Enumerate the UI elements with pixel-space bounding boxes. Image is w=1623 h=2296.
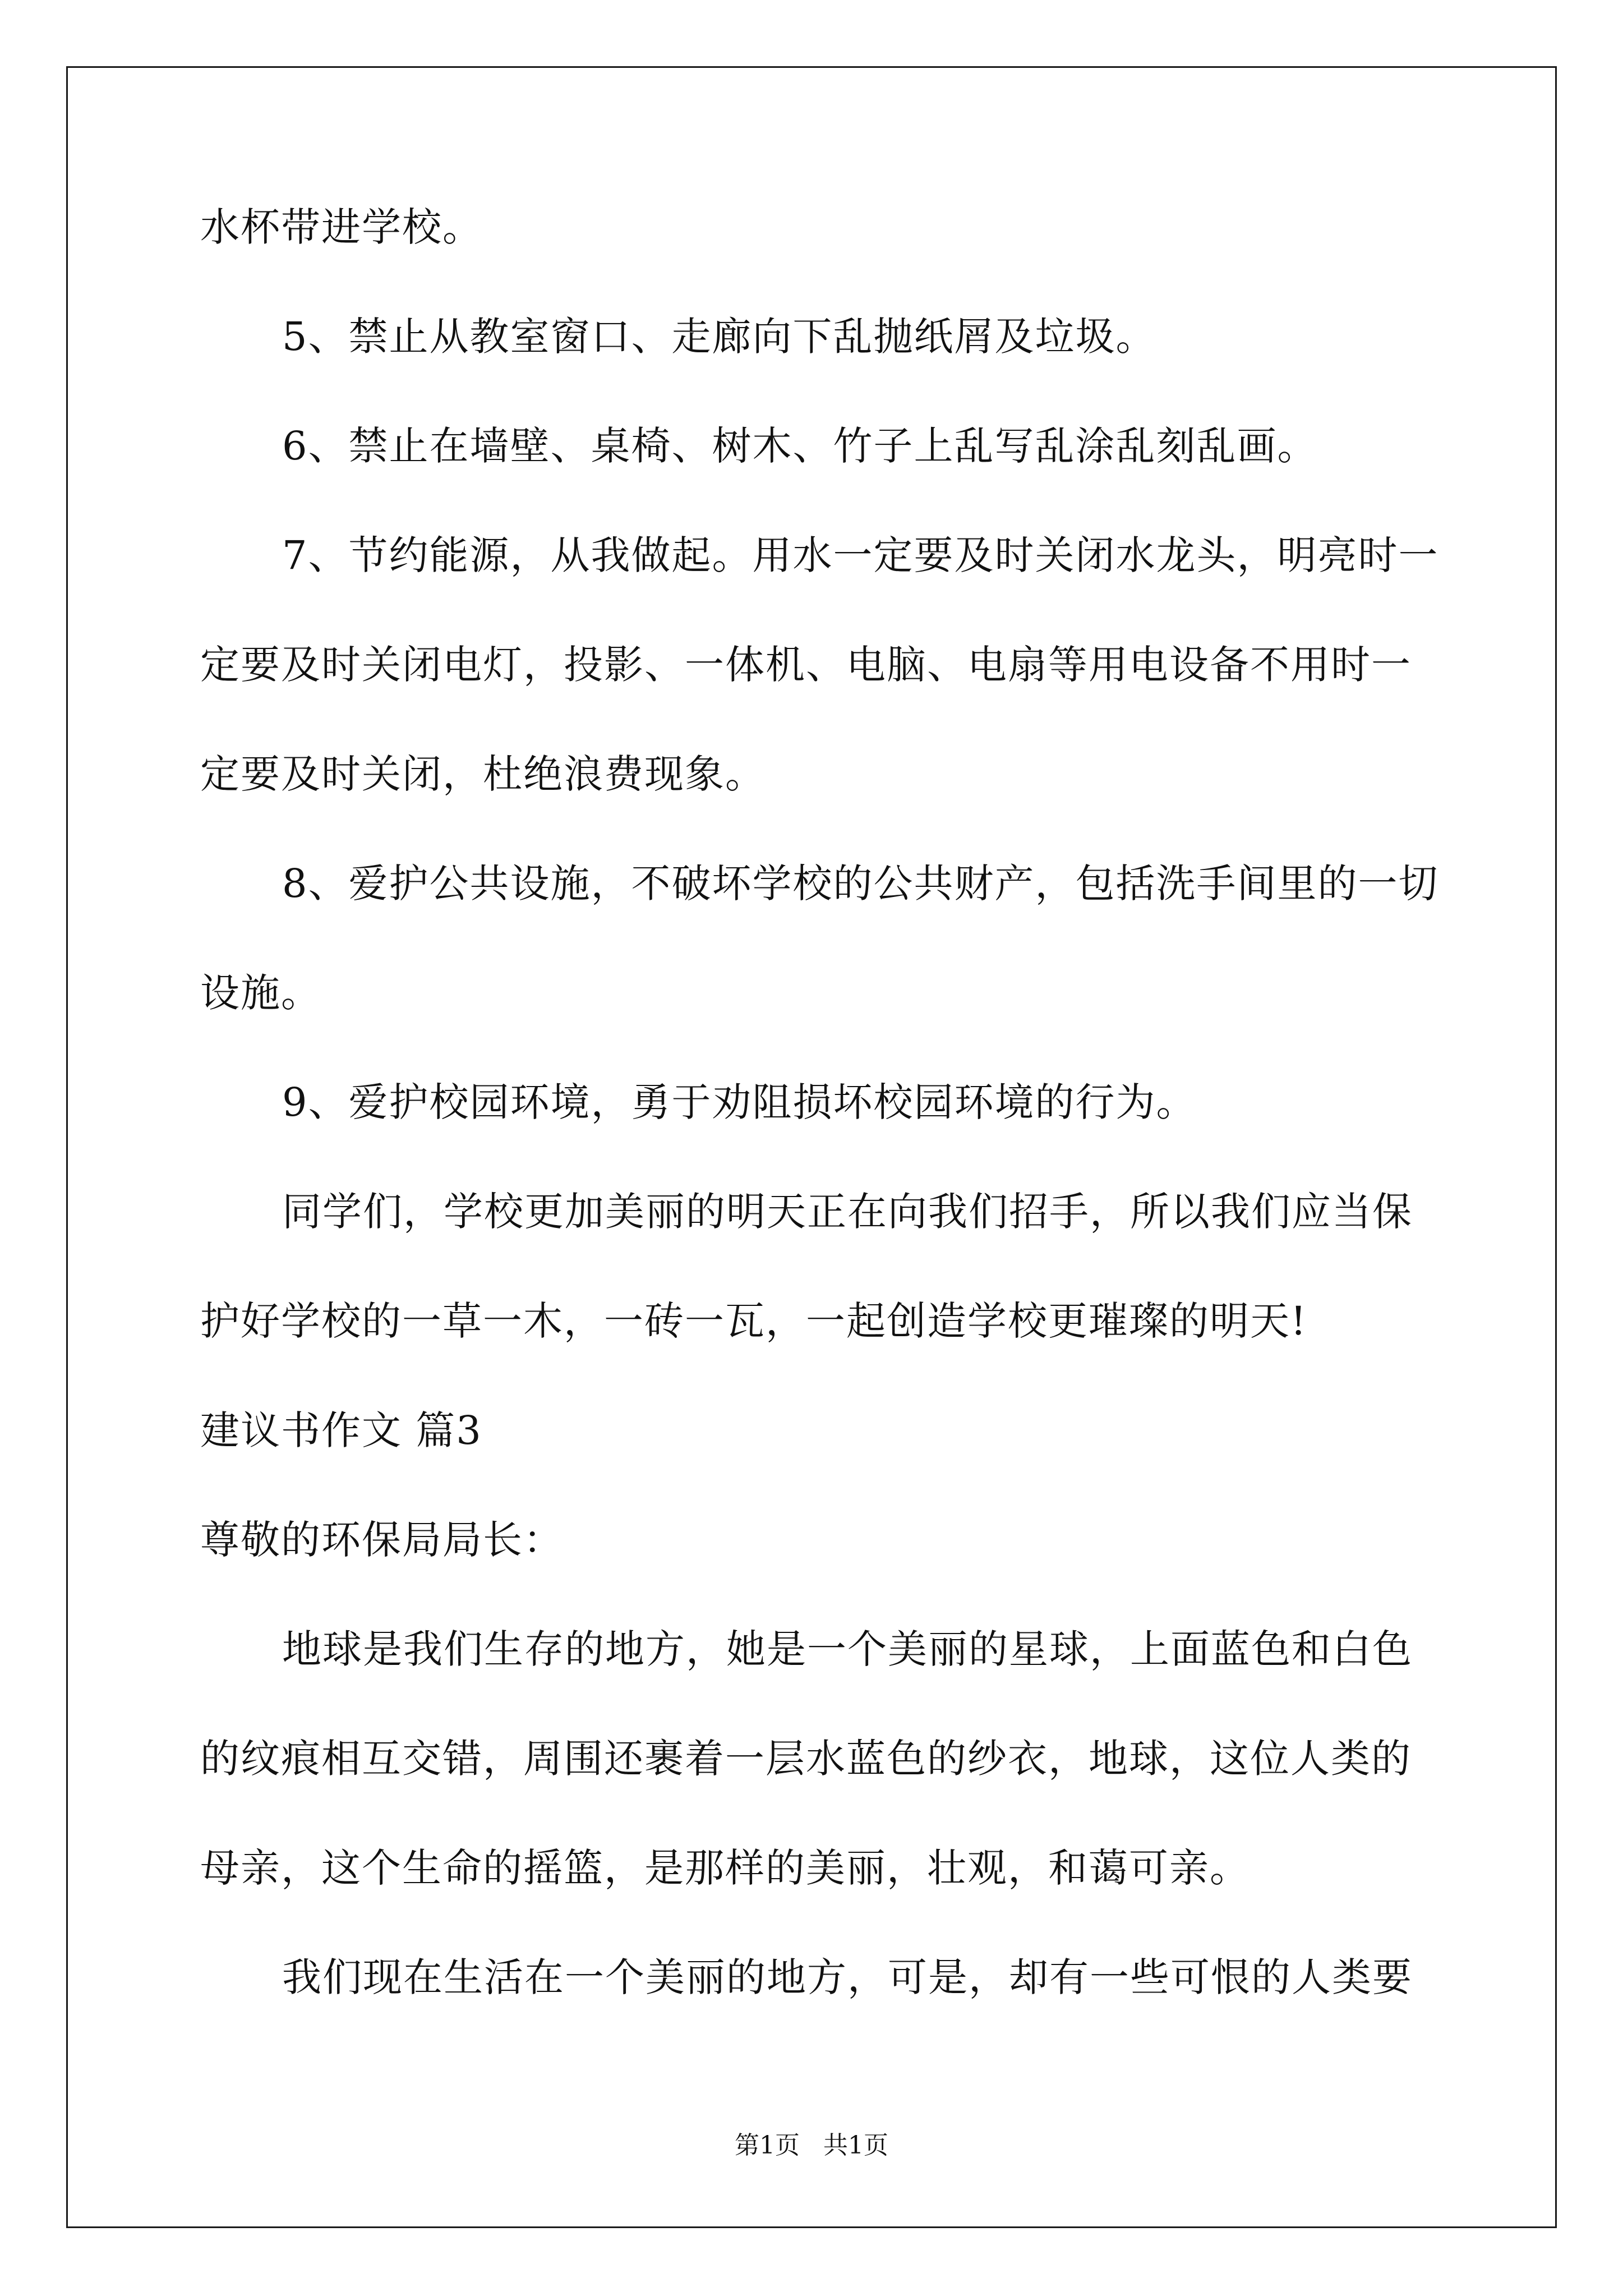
page-border [66,66,1557,2228]
text-line: 母亲，这个生命的摇篮，是那样的美丽，壮观，和蔼可亲。 [200,1845,1250,1891]
text-line: 9、爱护校园环境，勇于劝阻损坏校园环境的行为。 [282,1079,1197,1125]
text-line: 水杯带进学校。 [200,204,483,250]
text-line: 定要及时关闭电灯，投影、一体机、电脑、电扇等用电设备不用时一 [200,642,1412,688]
text-line: 5、禁止从教室窗口、走廊向下乱抛纸屑及垃圾。 [282,314,1156,360]
text-line: 护好学校的一草一木，一砖一瓦，一起创造学校更璀璨的明天! [200,1298,1308,1344]
section-heading: 建议书作文 篇3 [200,1407,482,1453]
text-line: 8、爱护公共设施，不破坏学校的公共财产，包括洗手间里的一切 [282,861,1439,907]
page-footer: 第1页 共1页 [735,2131,888,2160]
text-line: 我们现在生活在一个美丽的地方，可是，却有一些可恨的人类要 [282,1954,1413,2000]
salutation: 尊敬的环保局局长： [200,1517,564,1563]
text-line: 地球是我们生存的地方，她是一个美丽的星球，上面蓝色和白色 [282,1626,1413,1672]
text-line: 的纹痕相互交错，周围还裹着一层水蓝色的纱衣，地球，这位人类的 [200,1736,1412,1782]
text-line: 6、禁止在墙壁、桌椅、树木、竹子上乱写乱涂乱刻乱画。 [282,423,1318,469]
text-line: 设施。 [200,970,321,1016]
text-line: 7、节约能源，从我做起。用水一定要及时关闭水龙头，明亮时一 [282,532,1439,578]
text-line: 定要及时关闭，杜绝浪费现象。 [200,751,766,797]
text-line: 同学们，学校更加美丽的明天正在向我们招手，所以我们应当保 [282,1189,1413,1235]
